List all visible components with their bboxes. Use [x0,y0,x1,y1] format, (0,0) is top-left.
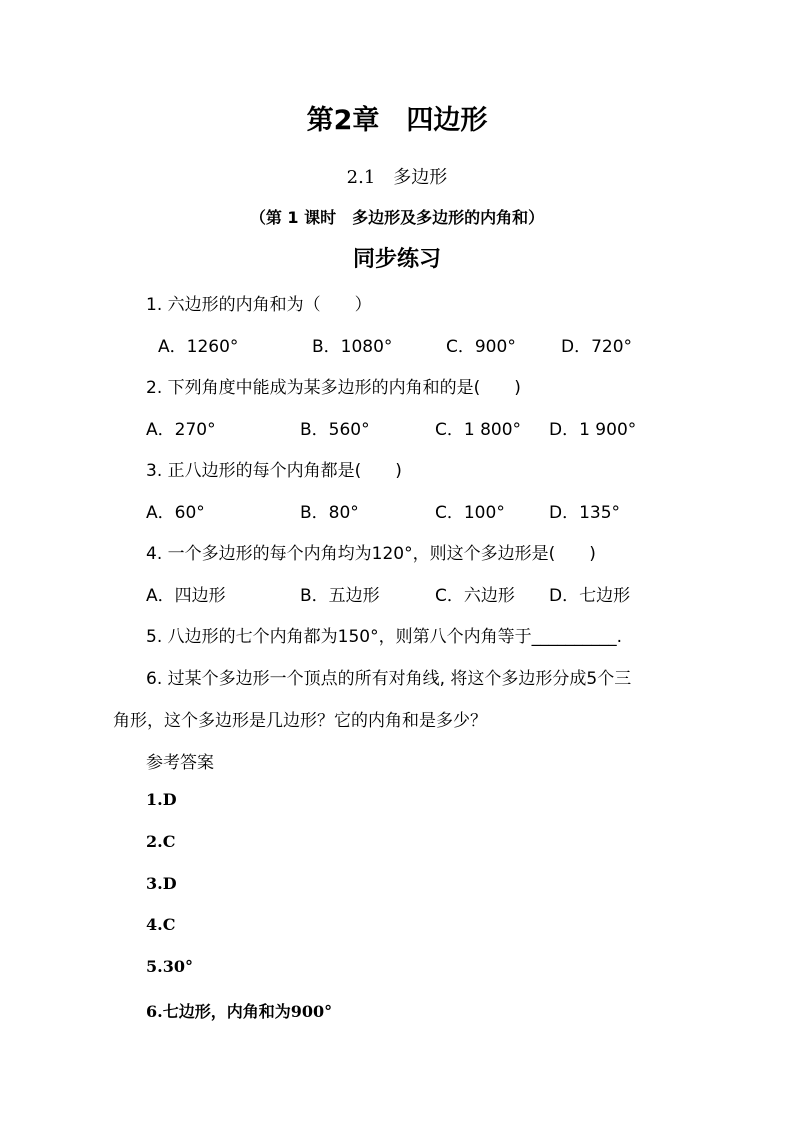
question-3-option-c: C．100° [435,503,505,523]
question-4-option-c: C．六边形 [435,586,515,606]
section-title: 2.1 多边形 [346,167,448,188]
question-4-text: 4. 一个多边形的每个内角均为120°，则这个多边形是( ) [146,544,596,564]
question-4-option-d: D．七边形 [549,586,631,606]
question-6-text-line2: 角形，这个多边形是几边形？它的内角和是多少？ [113,711,487,731]
question-3-text: 3. 正八边形的每个内角都是( ) [146,461,402,481]
question-1-option-c: C．900° [446,337,516,357]
question-6-text-line1: 6. 过某个多边形一个顶点的所有对角线, 将这个多边形分成5个三 [146,669,632,689]
answer-6: 6.七边形，内角和为900° [146,1002,333,1021]
chapter-title: 第2章 四边形 [306,105,488,136]
question-2-text: 2. 下列角度中能成为某多边形的内角和的是( ) [146,378,521,398]
answer-3: 3.D [146,874,177,893]
question-4-option-a: A．四边形 [146,586,226,606]
question-2-option-b: B．560° [300,420,370,440]
question-1-option-a: A．1260° [158,337,239,357]
question-3-option-d: D．135° [549,503,621,523]
question-1-option-d: D．720° [561,337,633,357]
question-4-option-b: B．五边形 [300,586,380,606]
question-3-option-a: A．60° [146,503,205,523]
question-1-option-b: B．1080° [312,337,393,357]
question-5-text: 5. 八边形的七个内角都为150°，则第八个内角等于__________. [146,627,622,647]
lesson-subtitle: （第 1 课时 多边形及多边形的内角和） [249,208,545,227]
answer-2: 2.C [146,832,176,851]
answer-4: 4.C [146,915,176,934]
answer-5: 5.30° [146,957,193,976]
question-2-option-d: D．1 900° [549,420,637,440]
answer-1: 1.D [146,790,177,809]
practice-heading: 同步练习 [352,247,441,272]
answers-heading: 参考答案 [146,753,214,773]
question-2-option-a: A．270° [146,420,216,440]
question-2-option-c: C．1 800° [435,420,522,440]
question-1-text: 1. 六边形的内角和为（ ） [146,295,372,315]
question-3-option-b: B．80° [300,503,359,523]
